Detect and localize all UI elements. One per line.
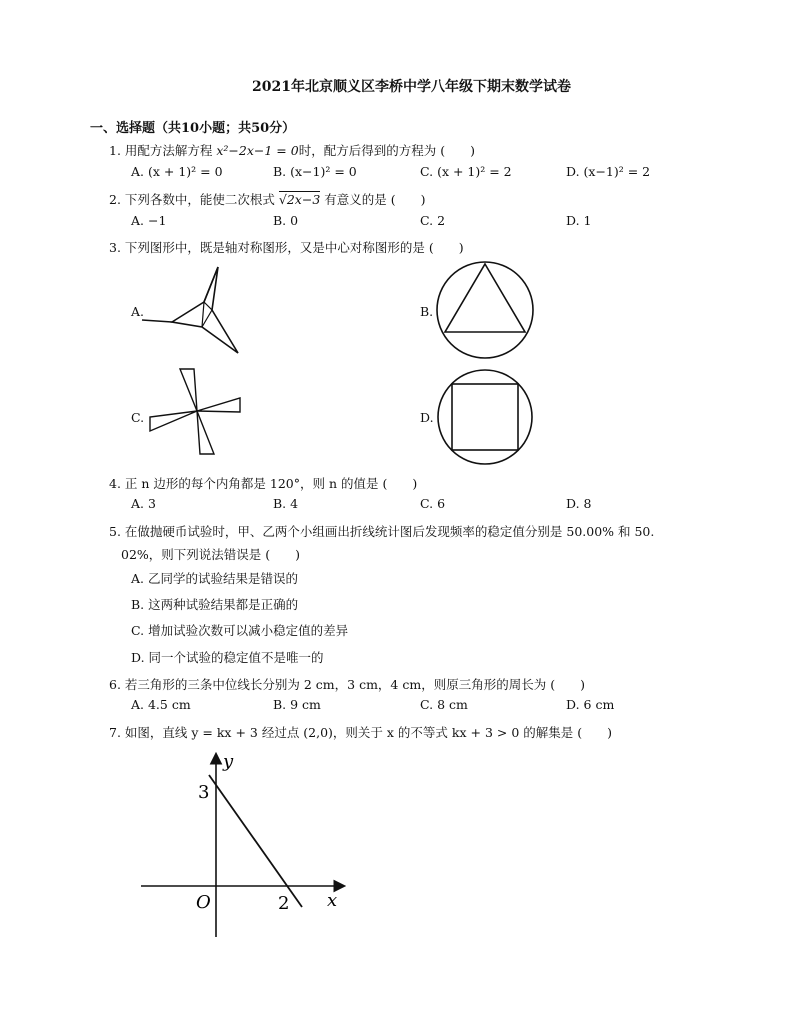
question-3-option-d-label: D. — [420, 410, 434, 425]
question-1-stem-text-a: 1. 用配方法解方程 — [109, 143, 217, 158]
question-4-option-d: D. 8 — [566, 496, 592, 511]
question-1-option-b: B. (x−1)² = 0 — [273, 164, 357, 179]
question-2-option-d: D. 1 — [566, 213, 592, 228]
question-7-x-intercept-label: 2 — [278, 893, 290, 914]
question-7-stem: 7. 如图，直线 y = kx + 3 经过点 (2,0)，则关于 x 的不等式 kx + 3 > 0 的解集是 ( ) — [109, 725, 612, 740]
question-1-option-a: A. (x + 1)² = 0 — [131, 164, 223, 179]
question-3-stem: 3. 下列图形中，既是轴对称图形，又是中心对称图形的是 ( ) — [109, 240, 464, 255]
question-7-y-label: y — [223, 751, 234, 772]
question-2-radical: √2x−3 — [278, 192, 321, 207]
question-6-option-a: A. 4.5 cm — [131, 697, 191, 712]
question-3-option-b-label: B. — [420, 304, 434, 319]
question-7-x-label: x — [327, 890, 338, 911]
question-6-option-b: B. 9 cm — [273, 697, 321, 712]
page-title: 2021年北京顺义区李桥中学八年级下期末数学试卷 — [252, 79, 571, 95]
question-1-equation: x²−2x−1 = 0 — [216, 143, 299, 158]
question-1-option-c: C. (x + 1)² = 2 — [420, 164, 512, 179]
question-2-stem-text-a: 2. 下列各数中，能使二次根式 — [109, 192, 279, 207]
question-3-option-c-label: C. — [131, 410, 145, 425]
question-3-figure-b-circle — [437, 262, 533, 358]
question-2-stem-text-b: 有意义的是 ( ) — [320, 192, 426, 207]
question-1-stem — [109, 141, 475, 159]
question-2-stem — [109, 190, 425, 208]
question-3-figure-b-triangle — [445, 264, 525, 332]
question-7-origin-label: O — [196, 892, 211, 913]
question-3-figure-a — [140, 265, 250, 360]
question-5-option-d: D. 同一个试验的稳定值不是唯一的 — [131, 650, 324, 665]
question-1-stem-text-b: 时，配方后得到的方程为 ( ) — [298, 143, 475, 158]
question-7-graph — [135, 745, 355, 945]
question-5-option-a: A. 乙同学的试验结果是错误的 — [131, 571, 298, 586]
question-3-figure-a-shape — [172, 267, 238, 353]
question-6-stem: 6. 若三角形的三条中位线长分别为 2 cm，3 cm，4 cm，则原三角形的周长为 ( ) — [109, 677, 585, 692]
question-4-option-a: A. 3 — [131, 496, 156, 511]
question-7-y-intercept-label: 3 — [198, 782, 210, 803]
question-4-stem: 4. 正 n 边形的每个内角都是 120°，则 n 的值是 ( ) — [109, 476, 418, 491]
question-2-option-a: A. −1 — [131, 213, 167, 228]
question-2-option-c: C. 2 — [420, 213, 446, 228]
question-4-option-b: B. 4 — [273, 496, 299, 511]
question-5-stem-line-1: 5. 在做抛硬币试验时，甲、乙两个小组画出折线统计图后发现频率的稳定值分别是 50.00% 和 50. — [109, 524, 655, 539]
question-3-figure-d-square — [452, 384, 518, 450]
section-heading: 一、选择题（共10小题；共50分） — [90, 121, 296, 136]
question-5-stem-line-2: 02%，则下列说法错误是 ( ) — [121, 547, 301, 562]
question-5-option-b: B. 这两种试验结果都是正确的 — [131, 597, 299, 612]
question-6-option-d: D. 6 cm — [566, 697, 615, 712]
question-3-figure-b — [435, 260, 535, 360]
question-3-figure-d — [435, 367, 535, 467]
question-7-line — [209, 775, 302, 907]
question-3-figure-c-pinwheel — [150, 369, 240, 454]
question-6-option-c: C. 8 cm — [420, 697, 468, 712]
question-5-option-c: C. 增加试验次数可以减小稳定值的差异 — [131, 623, 349, 638]
question-2-option-b: B. 0 — [273, 213, 299, 228]
question-3-option-a-label: A. — [131, 304, 145, 319]
question-3-figure-c — [145, 365, 245, 465]
question-1-option-d: D. (x−1)² = 2 — [566, 164, 651, 179]
question-4-option-c: C. 6 — [420, 496, 446, 511]
